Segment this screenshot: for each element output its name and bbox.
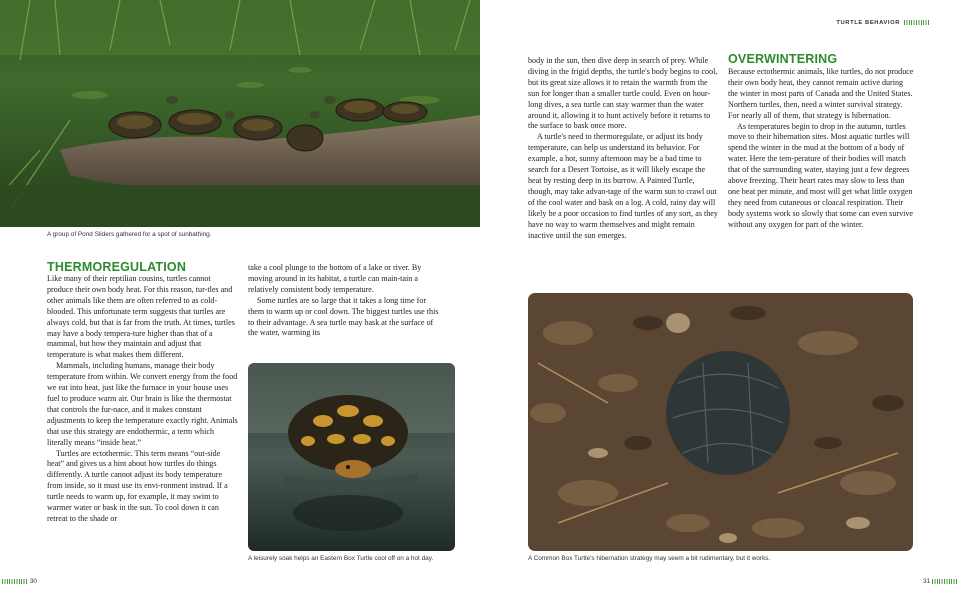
- thermoregulation-heading: THERMOREGULATION: [47, 260, 187, 274]
- paragraph: take a cool plunge to the bottom of a lake or river. By moving around in its habitat, a turtle can main-tain a relatively consistent body temperature.: [248, 263, 422, 294]
- running-head-text: TURTLE BEHAVIOR: [836, 20, 900, 26]
- paragraph: Turtles are ectothermic. This term means “out-side heat” and gives us a hint about how turtles do things differently. A turtle cannot adjust its body temperature from inside, so it must use its envi-ronment instead. If a turtle needs to warm up, for example, it may swim to warmer water or bask in the sun. To cool down it can retreat to the shade or: [47, 448, 228, 523]
- eastern-box-caption: A leisurely soak helps an Eastern Box Turtle cool off on a hot day.: [248, 555, 434, 562]
- pond-sliders-photo: [0, 0, 480, 227]
- text-column-1: [47, 274, 238, 525]
- folio-right: [923, 578, 958, 585]
- paragraph: As temperatures begin to drop in the autumn, turtles move to their hibernation sites. Most aquatic turtles will spend the winter in the mud at the bottom of a body of water. Here the tem-perature of their bodies will match that of the surrounding water, staying just a few degrees above freezing. Their heart rates may slow to less than one beat per minute, and most will get what little oxygen they need from cutaneous or cloacal respiration. Their body systems work so slowly that some can even survive without any oxygen for part of the winter.: [728, 121, 914, 229]
- paragraph: Like many of their reptilian cousins, turtles cannot produce their own body heat. For this reason, tur-tles and other animals like them are often referred to as cold-blooded. This unfortunate term suggests that turtles are always cold, but that is far from the truth. At times, turtles may have a body tempera-ture higher than that of a mammal, but how they maintain and adjust that temperature is what makes them different.: [47, 274, 235, 360]
- sliders-caption: A group of Pond Sliders gathered for a spot of sunbathing.: [47, 231, 212, 238]
- running-head: [836, 20, 930, 26]
- text-column-4: [728, 67, 914, 231]
- overwintering-heading: OVERWINTERING: [728, 52, 838, 66]
- common-box-turtle-photo: [528, 293, 913, 551]
- paragraph: body in the sun, then dive deep in search of prey. While diving in the frigid depths, the turtle's body begins to cool, but its great size allows it to retain the warmth from the sun for longer than a smaller turtle could. Even on hour-long dives, a sea turtle can stay warmer than the water around it, allowing it to hunt actively before it returns to the surface to bask once more.: [528, 56, 718, 131]
- folio-bar: [932, 579, 958, 584]
- paragraph: Mammals, including humans, manage their body temperature from within. We convert energy from the food we eat into heat, just like the furnace in your house uses fuel to produce warm air. Our brain is like the thermostat that controls the fur-nace, and it makes constant adjustments to keep the temperature exactly right. Animals that use this strategy are endothermic, a term which literally means “inside heat.”: [47, 361, 238, 447]
- running-head-bar: [904, 20, 930, 25]
- folio-left: [2, 578, 37, 585]
- paragraph: Because ectothermic animals, like turtles, do not produce their own body heat, they cannot remain active during the winter in most parts of Canada and the United States. Northern turtles, then, need a winter survival strategy. For nearly all of them, that strategy is hibernation.: [728, 67, 914, 120]
- text-column-3: [528, 56, 718, 241]
- paragraph: Some turtles are so large that it takes a long time for them to warm up or cool down. The biggest turtles use this to their advantage. A sea turtle may bask at the surface of the water, warming its: [248, 295, 439, 338]
- folio-bar: [2, 579, 28, 584]
- text-column-2: [248, 263, 439, 339]
- page-number-right: 31: [922, 578, 931, 585]
- eastern-box-turtle-photo: [248, 363, 455, 551]
- page-number-left: 30: [29, 578, 38, 585]
- paragraph: A turtle's need to thermoregulate, or adjust its body temperature, can help us understand its behavior. For example, a hot, sunny afternoon may be a bad time to search for a Desert Tortoise, as it will likely escape the heat by resting deep in its burrow. A Painted Turtle, though, may take advan-tage of the warm sun to crawl out of the cool water and bask on a log. A cold, rainy day will likely be a poor occasion to find turtles of any sort, as they have no way to warm themselves and might remain inactive until the sun emerges.: [528, 132, 718, 240]
- common-box-caption: A Common Box Turtle's hibernation strategy may seem a bit rudimentary, but it works.: [528, 555, 771, 562]
